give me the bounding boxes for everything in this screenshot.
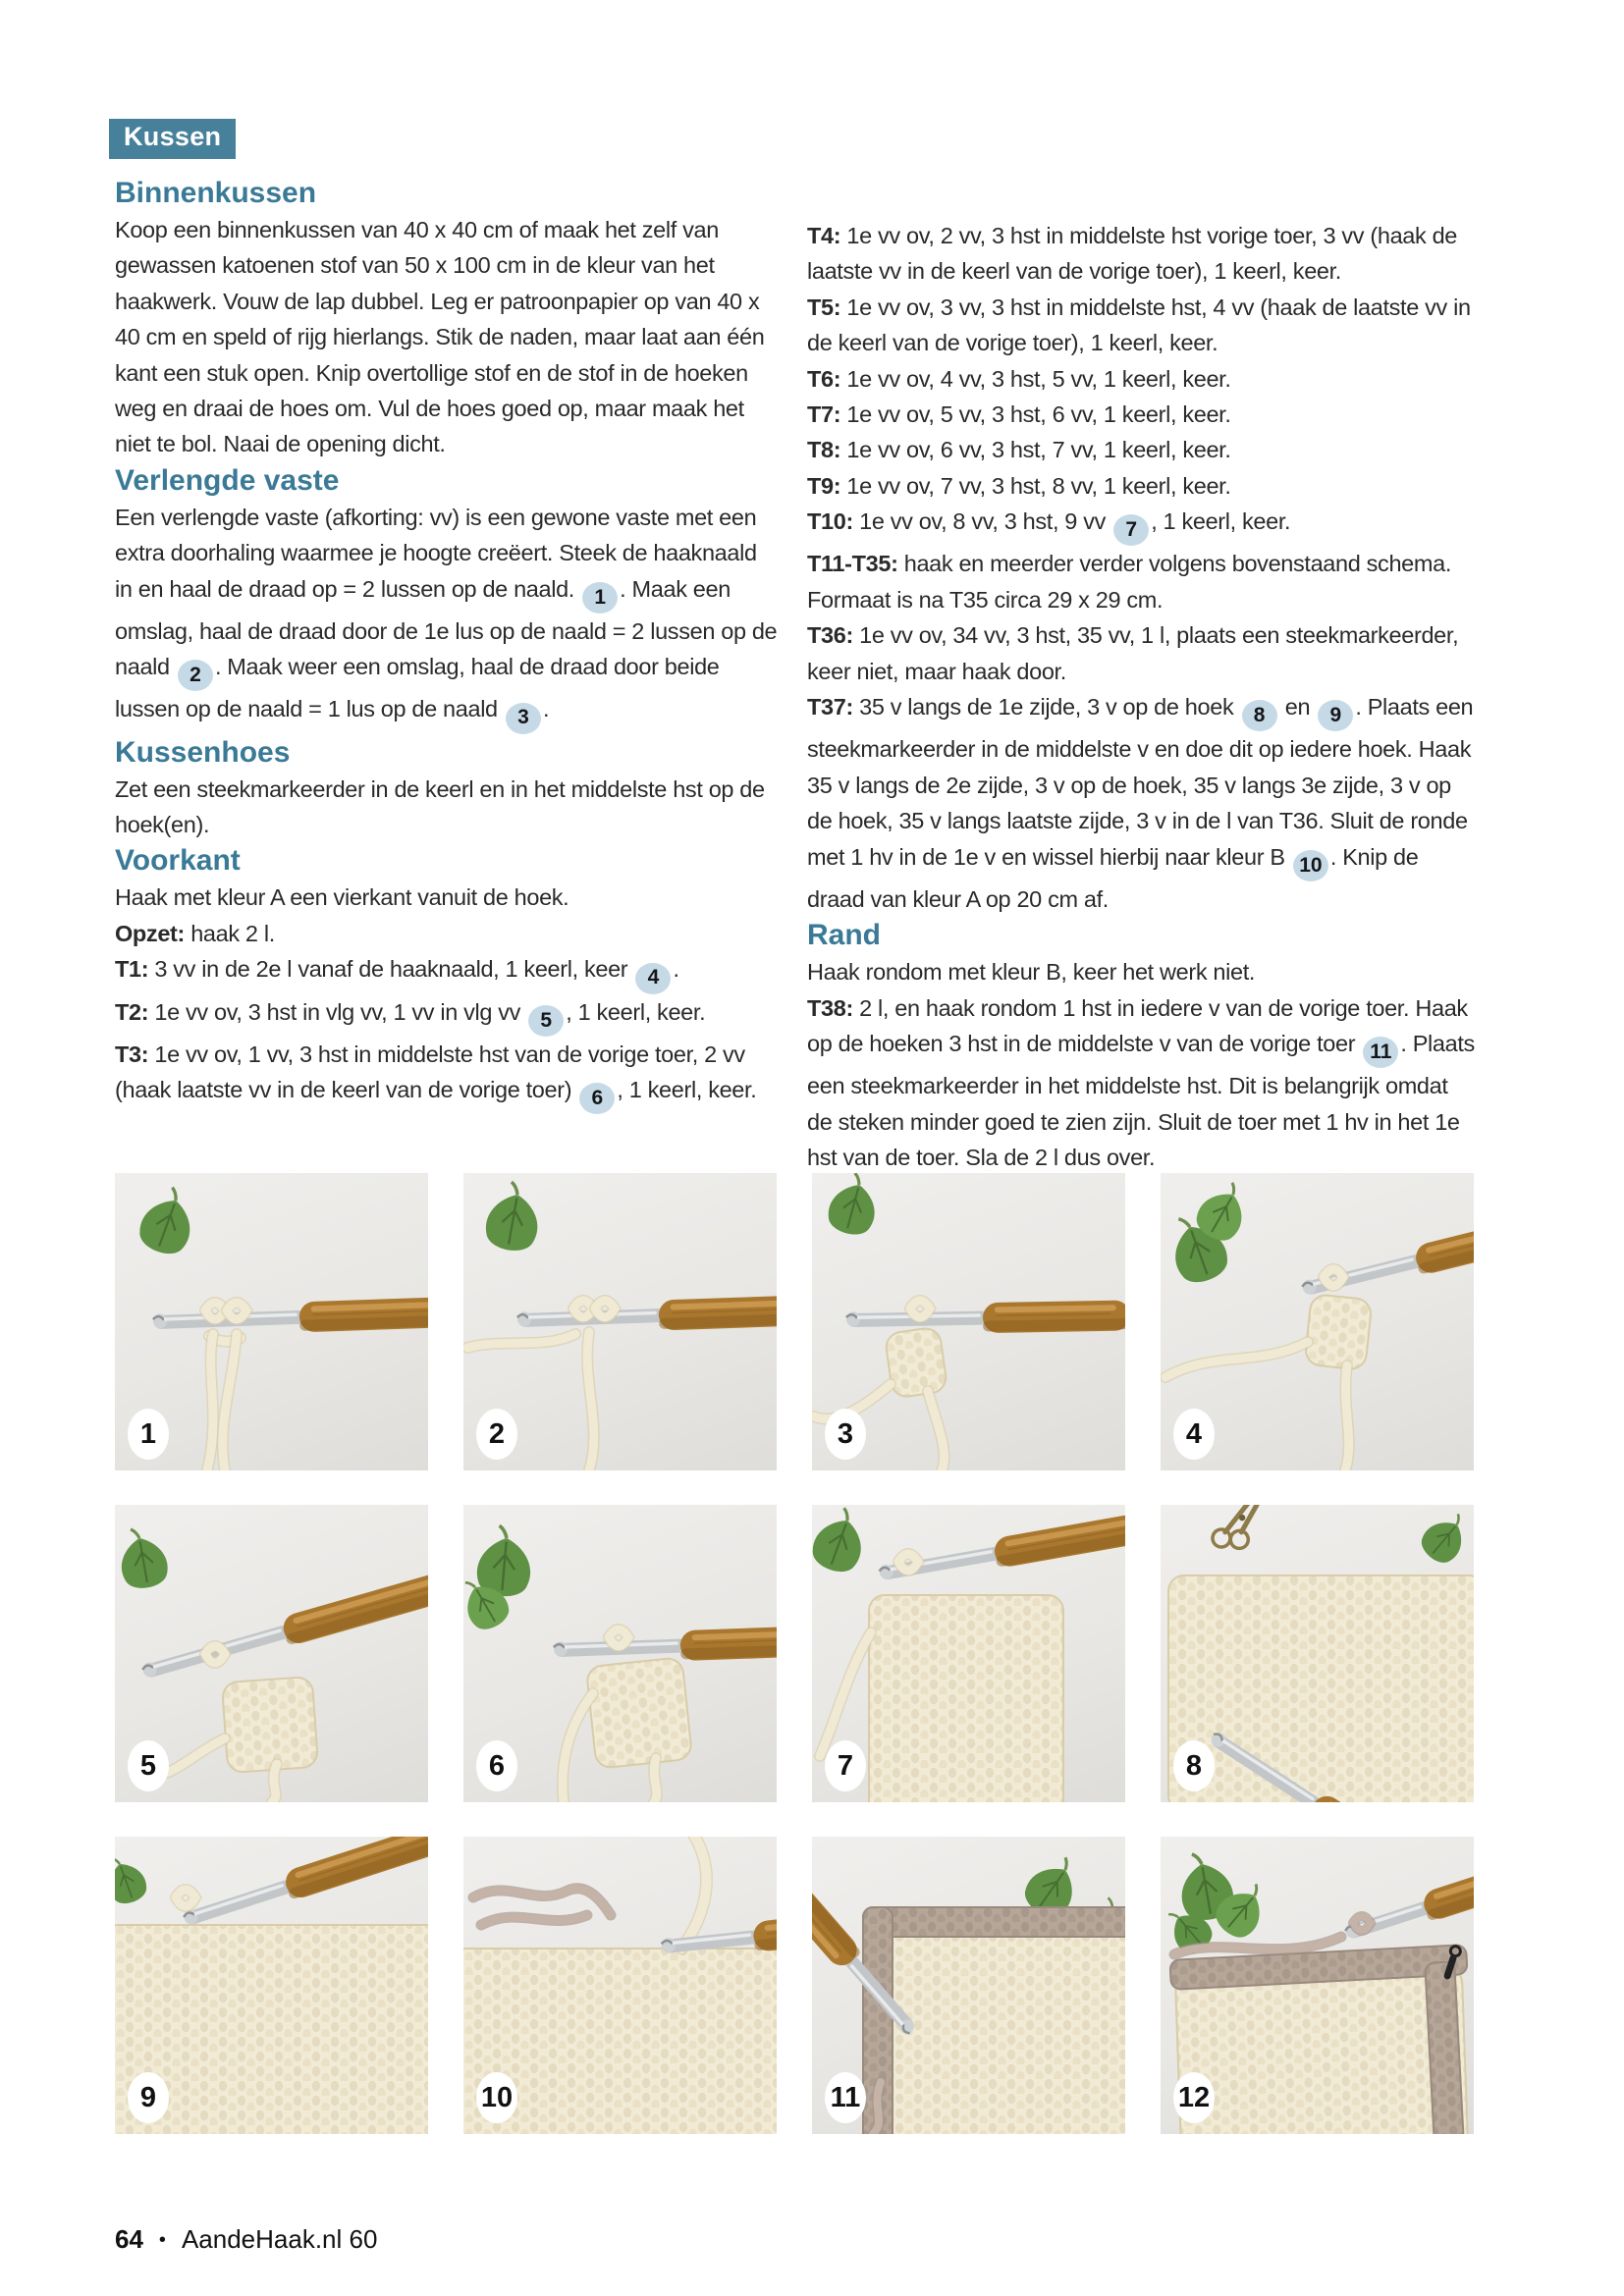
para-opzet: Opzet: haak 2 l. — [115, 920, 275, 946]
step-ref-badge: 2 — [178, 660, 213, 691]
photo-number-badge: 10 — [476, 2072, 517, 2123]
page-footer — [115, 2224, 377, 2255]
para-voorkant-intro: Haak met kleur A een vierkant vanuit de hoek. — [115, 884, 569, 911]
para-t38: T38: 2 l, en haak rondom 1 hst in iedere v van de vorige toer. Haak op de hoeken 3 hst in de middelste v van de vorige toer 11 . Plaats een steekmarkeerder in het middelste hst. Dit is belangrijk omdat de steken minder goed te zien zijn. Sluit de toer met 1 hv in het 1e hst van de toer. Sla de 2 l dus over. — [807, 994, 1475, 1170]
step-ref-badge: 4 — [635, 963, 671, 994]
step-photo-2 — [463, 1173, 777, 1470]
heading-kussenhoes: Kussenhoes — [115, 735, 291, 769]
step-photo-11 — [812, 1837, 1125, 2134]
para-t9: T9: 1e vv ov, 7 vv, 3 hst, 8 vv, 1 keerl, keer. — [807, 472, 1231, 499]
para-t5: T5: 1e vv ov, 3 vv, 3 hst in middelste hst, 4 vv (haak de laatste vv in de keerl van de vorige toer), 1 keerl, keer. — [807, 294, 1471, 356]
step-photo-6 — [463, 1505, 777, 1802]
para-binnenkussen: Koop een binnenkussen van 40 x 40 cm of maak het zelf van gewassen katoenen stof van 50 x 100 cm in de kleur van het haakwerk. Vouw de lap dubbel. Leg er patroonpapier op van 40 x 40 cm en speld of rijg hierlangs. Stik de naden, maar laat aan één kant een stuk open. Knip overtollige stof en de stof in de hoeken weg en draai de hoes om. Vul de hoes goed op, maar maak het niet te bol. Naai de opening dicht. — [115, 217, 765, 457]
para-t11-t35: T11-T35: haak en meerder verder volgens bovenstaand schema. Formaat is na T35 circa 29 x 29 cm. — [807, 551, 1452, 613]
section-tag: Kussen — [109, 119, 236, 159]
step-ref-badge: 7 — [1113, 514, 1149, 546]
step-ref-badge: 5 — [528, 1005, 564, 1037]
step-photo-9 — [115, 1837, 428, 2134]
step-photo-10 — [463, 1837, 777, 2134]
step-ref-badge: 10 — [1293, 850, 1328, 881]
step-ref-badge: 3 — [506, 703, 541, 734]
para-t1: T1: 3 vv in de 2e l vanaf de haaknaald, 1 keerl, keer 4 . — [115, 951, 779, 993]
step-photo-3 — [812, 1173, 1125, 1470]
para-t6: T6: 1e vv ov, 4 vv, 3 hst, 5 vv, 1 keerl, keer. — [807, 365, 1231, 392]
para-kussenhoes: Zet een steekmarkeerder in de keerl en in het middelste hst op de hoek(en). — [115, 775, 765, 838]
page-number: 64 — [115, 2224, 143, 2254]
photo-number-badge: 6 — [476, 1740, 517, 1791]
photo-number-badge: 3 — [825, 1409, 866, 1460]
photo-number-badge: 9 — [128, 2072, 169, 2123]
photo-number-badge: 2 — [476, 1409, 517, 1460]
photo-number-badge: 5 — [128, 1740, 169, 1791]
para-rand-intro: Haak rondom met kleur B, keer het werk niet. — [807, 959, 1256, 986]
step-photo-8 — [1161, 1505, 1474, 1802]
step-ref-badge: 1 — [582, 582, 618, 614]
footer-bullet-icon: • — [158, 2229, 166, 2251]
para-t2: T2: 1e vv ov, 3 hst in vlg vv, 1 vv in vlg vv 5 , 1 keerl, keer. — [115, 994, 779, 1037]
heading-voorkant: Voorkant — [115, 844, 241, 878]
para-t3: T3: 1e vv ov, 1 vv, 3 hst in middelste hst van de vorige toer, 2 vv (haak laatste vv in de keerl van de vorige toer) 6 , 1 keerl, keer. — [115, 1037, 779, 1115]
step-photo-4 — [1161, 1173, 1474, 1470]
para-t36: T36: 1e vv ov, 34 vv, 3 hst, 35 vv, 1 l, plaats een steekmarkeerder, keer niet, maar haak door. — [807, 622, 1459, 684]
step-photo-12 — [1161, 1837, 1474, 2134]
photo-number-badge: 4 — [1173, 1409, 1215, 1460]
para-t4: T4: 1e vv ov, 2 vv, 3 hst in middelste hst vorige toer, 3 vv (haak de laatste vv in de keerl van de vorige toer), 1 keerl, keer. — [807, 223, 1458, 285]
step-ref-badge: 6 — [579, 1083, 615, 1114]
step-photo-1 — [115, 1173, 428, 1470]
para-t8: T8: 1e vv ov, 6 vv, 3 hst, 7 vv, 1 keerl, keer. — [807, 437, 1231, 463]
photo-number-badge: 1 — [128, 1409, 169, 1460]
step-ref-badge: 11 — [1363, 1037, 1398, 1068]
para-verlengde-vaste: Een verlengde vaste (afkorting: vv) is een gewone vaste met een extra doorhaling waarmee je hoogte creëert. Steek de haaknaald in en haal de draad op = 2 lussen op de naald. 1 . Maak een omslag, haal de draad door de 1e lus op de naald = 2 lussen op de naald 2 . Maak weer een omslag, haal de draad door beide lussen op de naald = 1 lus op de naald 3 . — [115, 500, 779, 734]
para-t7: T7: 1e vv ov, 5 vv, 3 hst, 6 vv, 1 keerl, keer. — [807, 401, 1231, 428]
left-column — [115, 175, 779, 1114]
photo-number-badge: 11 — [825, 2072, 866, 2123]
photo-number-badge: 12 — [1173, 2072, 1215, 2123]
step-photo-5 — [115, 1505, 428, 1802]
para-t37: T37: 35 v langs de 1e zijde, 3 v op de hoek 8 en 9 . Plaats een steekmarkeerder in de middelste v en doe dit op iedere hoek. Haak 35 v langs de 2e zijde, 3 v op de hoek, 35 v langs 3e zijde, 3 v op de hoek, 35 v langs laatste zijde, 3 v in de l van T36. Sluit de ronde met 1 hv in de 1e v en wissel hierbij naar kleur B 10 . Knip de draad van kleur A op 20 cm af. — [807, 694, 1474, 912]
step-ref-badge: 9 — [1318, 700, 1353, 731]
step-ref-badge: 8 — [1242, 700, 1277, 731]
photo-grid — [115, 1173, 1474, 2134]
magazine-name: AandeHaak.nl 60 — [181, 2224, 378, 2254]
right-column — [807, 218, 1477, 1175]
heading-verlengde-vaste: Verlengde vaste — [115, 463, 340, 497]
heading-binnenkussen: Binnenkussen — [115, 177, 317, 209]
photo-number-badge: 7 — [825, 1740, 866, 1791]
para-t10: T10: 1e vv ov, 8 vv, 3 hst, 9 vv 7 , 1 keerl, keer. — [807, 504, 1477, 546]
heading-rand: Rand — [807, 919, 881, 952]
step-photo-7 — [812, 1505, 1125, 1802]
photo-number-badge: 8 — [1173, 1740, 1215, 1791]
